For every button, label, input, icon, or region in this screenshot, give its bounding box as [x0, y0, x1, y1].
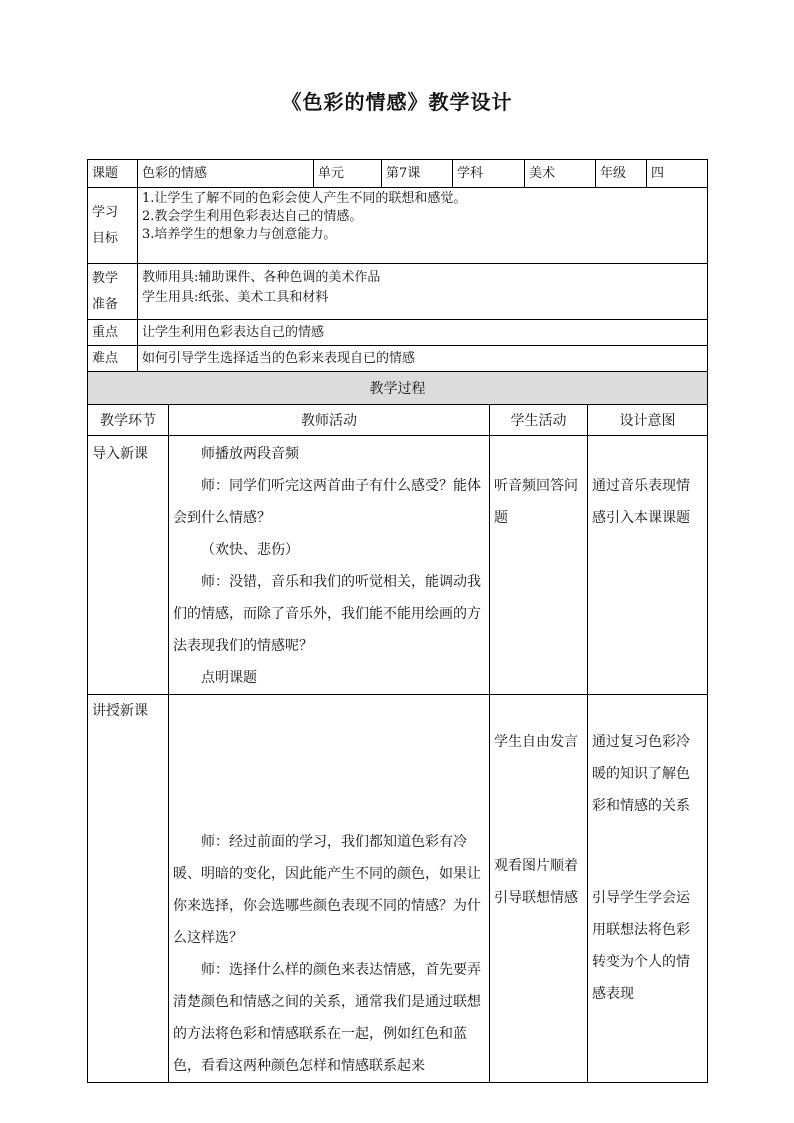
difficulty-content: 如何引导学生选择适当的色彩来表现自已的情感 — [138, 346, 708, 372]
prep-student: 学生用具:纸张、美术工具和材料 — [142, 290, 329, 305]
goal-item: 3.培养学生的想象力与创意能力。 — [142, 227, 337, 242]
goals-content — [138, 188, 708, 264]
unit-label: 单元 — [314, 160, 382, 188]
column-header: 教师活动 — [169, 405, 490, 436]
process-table — [87, 371, 708, 1083]
goal-item: 2.教会学生利用色彩表达自己的情感。 — [142, 209, 363, 224]
prep-teacher: 教师用具:辅助课件、各种色调的美术作品 — [142, 270, 381, 285]
stage-intro: 导入新课 — [88, 436, 169, 695]
stage-new-lesson: 讲授新课 — [88, 695, 169, 1083]
topic-value: 色彩的情感 — [138, 160, 314, 188]
teacher-activity-new-lesson: 师：经过前面的学习，我们都知道色彩有冷暖、明暗的变化，因此能产生不同的颜色，如果让你来选择，你会选哪些颜色表现不同的情感？为什么这样选？ 师：选择什么样的颜色来表达情感，首先要弄清楚颜色和情感之间的关系，通常我们是通过联想的方法将色彩和情感联系在一起，例如红色和蓝色，看看这两种颜色怎样和情感联系起来 — [169, 695, 490, 1083]
goals-label: 学习 目标 — [88, 188, 138, 264]
difficulty-label: 难点 — [88, 346, 138, 372]
prep-label: 教学 准备 — [88, 264, 138, 320]
process-heading: 教学过程 — [88, 372, 708, 405]
subject-label: 学科 — [453, 160, 525, 188]
student-activity-intro: 听音频回答问题 — [490, 436, 588, 695]
key-label: 重点 — [88, 320, 138, 346]
key-content: 让学生利用色彩表达自己的情感 — [138, 320, 708, 346]
goal-item: 1.让学生了解不同的色彩会使人产生不同的联想和感觉。 — [142, 191, 467, 206]
teacher-activity-intro: 师播放两段音频 师：同学们听完这两首曲子有什么感受？能体会到什么情感？ （欢快、悲伤） 师：没错，音乐和我们的听觉相关，能调动我们的情感，而除了音乐外，我们能不能用绘画的方法表现我们的情感呢？ 点明课题 — [169, 436, 490, 695]
design-intent-new-lesson: 通过复习色彩冷暖的知识了解色彩和情感的关系 引导学生学会运用联想法将色彩转变为个人的情感表现 — [588, 695, 708, 1083]
lesson-info-table — [87, 159, 708, 372]
grade-value: 四 — [647, 160, 708, 188]
unit-value: 第7课 — [382, 160, 453, 188]
document-title: 《色彩的情感》教学设计 — [281, 90, 513, 114]
grade-label: 年级 — [596, 160, 647, 188]
column-header: 学生活动 — [490, 405, 588, 436]
subject-value: 美术 — [525, 160, 596, 188]
column-header: 设计意图 — [588, 405, 708, 436]
column-header: 教学环节 — [88, 405, 169, 436]
prep-content — [138, 264, 708, 320]
topic-label: 课题 — [88, 160, 138, 188]
design-intent-intro: 通过音乐表现情感引入本课课题 — [588, 436, 708, 695]
student-activity-new-lesson: 学生自由发言 观看图片顺着引导联想情感 — [490, 695, 588, 1083]
